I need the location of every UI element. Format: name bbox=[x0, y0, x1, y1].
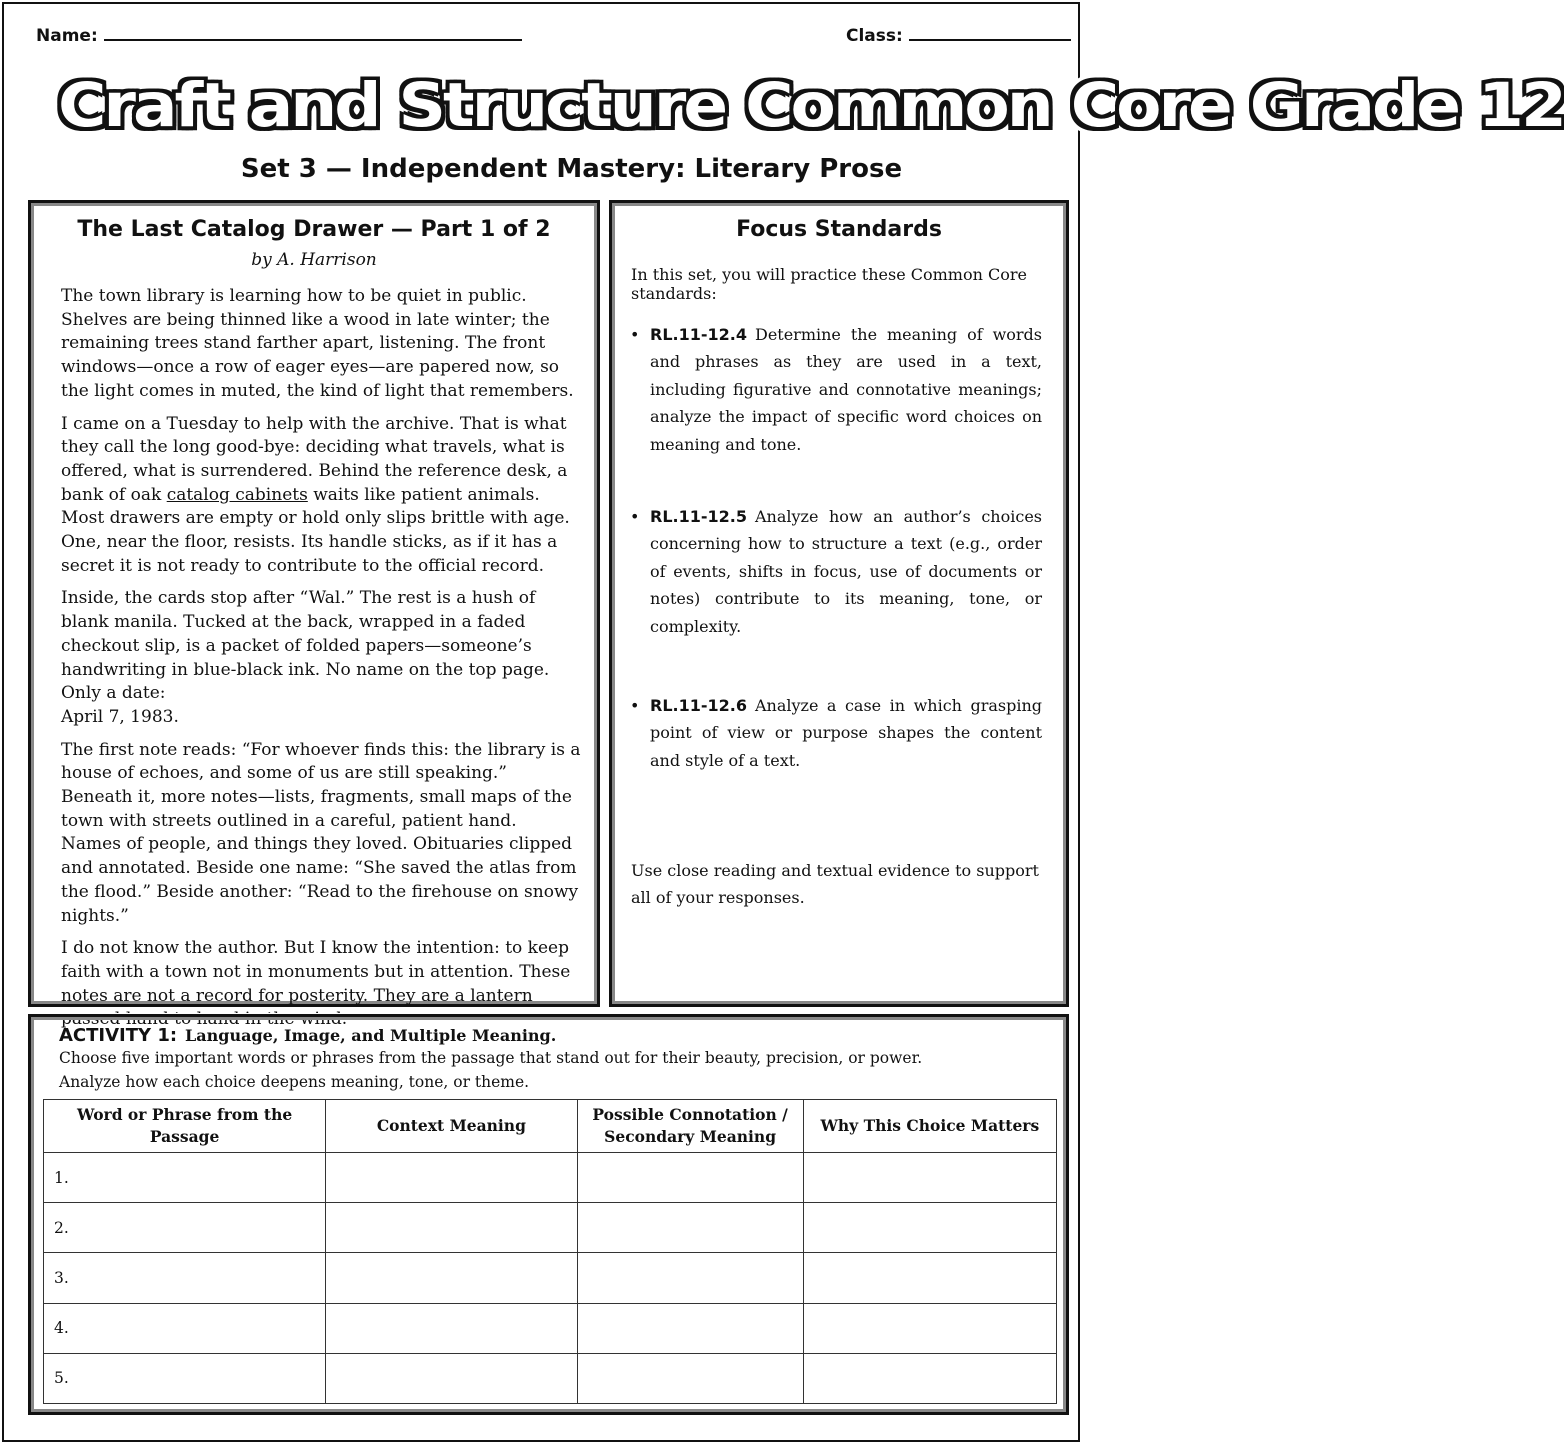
table-header-row bbox=[44, 1100, 1057, 1153]
name-field bbox=[36, 26, 522, 46]
passage-author: by A. Harrison bbox=[251, 250, 377, 270]
answer-cell[interactable] bbox=[326, 1353, 577, 1403]
answer-cell[interactable] bbox=[577, 1353, 803, 1403]
worksheet-banner-title: Craft and Structure Common Core Grade 12 bbox=[58, 70, 1564, 141]
standard-description: Analyze how an author’s choices concerning how to structure a text (e.g., order of events, shifts in focus, use of documents or notes) contribute to its meaning, tone, or complexity. bbox=[650, 507, 1042, 636]
activity-label: ACTIVITY 1: bbox=[59, 1025, 178, 1046]
passage-text: waits like patient animals. Most drawers are empty or hold only slips brittle with age. One, near the floor, resists. Its handle sticks, as if it has a secret it is not ready to contribute to the official record. bbox=[61, 484, 570, 576]
table-row bbox=[44, 1253, 1057, 1303]
row-number-cell[interactable]: 5. bbox=[44, 1353, 326, 1403]
column-header: Why This Choice Matters bbox=[803, 1100, 1056, 1153]
name-label: Name: bbox=[36, 26, 98, 46]
activity-instruction: Analyze how each choice deepens meaning, tone, or theme. bbox=[59, 1073, 530, 1091]
answer-cell[interactable] bbox=[803, 1153, 1056, 1203]
class-field bbox=[846, 26, 1071, 46]
table-row bbox=[44, 1153, 1057, 1203]
focus-standards-box bbox=[609, 200, 1069, 1007]
name-blank-line[interactable] bbox=[104, 39, 522, 41]
standard-item bbox=[630, 321, 1042, 458]
answer-cell[interactable] bbox=[326, 1153, 577, 1203]
bullet-icon: • bbox=[630, 325, 640, 344]
passage-paragraph: The town library is learning how to be quiet in public. Shelves are being thinned like a wood in late winter; the remaining trees stand farther apart, listening. The front windows—once a row of eager eyes—are papered now, so the light comes in muted, the kind of light that remembers. bbox=[61, 286, 574, 401]
standard-text bbox=[630, 692, 1042, 774]
set-subtitle: Set 3 — Independent Mastery: Literary Prose bbox=[240, 154, 903, 184]
activity-instruction: Choose five important words or phrases from the passage that stand out for their beauty, precision, or power. bbox=[59, 1049, 923, 1067]
answer-cell[interactable] bbox=[803, 1253, 1056, 1303]
standard-code: RL.11-12.6 bbox=[650, 696, 747, 715]
table-row bbox=[44, 1353, 1057, 1403]
activity-box bbox=[28, 1014, 1069, 1415]
answer-cell[interactable] bbox=[577, 1203, 803, 1253]
answer-cell[interactable] bbox=[326, 1253, 577, 1303]
passage-date: April 7, 1983. bbox=[61, 706, 179, 727]
bullet-icon: • bbox=[630, 507, 640, 526]
passage-box bbox=[28, 200, 600, 1030]
passage-paragraph: I do not know the author. But I know the intention: to keep faith with a town not in monuments but in attention. These notes are not a record for posterity. They are a lantern passed hand to hand in the wind. bbox=[61, 938, 571, 1030]
standard-code: RL.11-12.4 bbox=[650, 325, 747, 344]
passage-text: I came on a Tuesday to help with the archive. That is what they call the long good-bye: deciding what travels, what is offered, what is surrendered. Behind the reference desk, a bank of oak bbox=[61, 413, 568, 505]
row-number-cell[interactable]: 2. bbox=[44, 1203, 326, 1253]
standard-description: Determine the meaning of words and phrases as they are used in a text, including figurative and connotative meanings; analyze the impact of specific word choices on meaning and tone. bbox=[650, 325, 1042, 454]
class-label: Class: bbox=[846, 26, 903, 46]
answer-cell[interactable] bbox=[326, 1203, 577, 1253]
passage-text: Inside, the cards stop after “Wal.” The rest is a hush of blank manila. Tucked at the back, wrapped in a faded checkout slip, is a packet of folded papers—someone’s handwriting in blue-black ink. No name on the top page. Only a date: bbox=[61, 588, 550, 704]
column-header: Context Meaning bbox=[326, 1100, 577, 1153]
standard-text bbox=[630, 321, 1042, 458]
row-number-cell[interactable]: 1. bbox=[44, 1153, 326, 1203]
focus-intro: In this set, you will practice these Common Core standards: bbox=[631, 265, 1027, 303]
standard-code: RL.11-12.5 bbox=[650, 507, 747, 526]
answer-cell[interactable] bbox=[577, 1153, 803, 1203]
row-number-cell[interactable]: 4. bbox=[44, 1303, 326, 1353]
standard-description: Analyze a case in which grasping point of view or purpose shapes the content and style of a text. bbox=[650, 696, 1042, 770]
table-row bbox=[44, 1303, 1057, 1353]
row-number-cell[interactable]: 3. bbox=[44, 1253, 326, 1303]
focus-title: Focus Standards bbox=[736, 217, 942, 242]
answer-cell[interactable] bbox=[803, 1303, 1056, 1353]
answer-cell[interactable] bbox=[803, 1353, 1056, 1403]
standard-item bbox=[630, 692, 1042, 774]
answer-cell[interactable] bbox=[803, 1203, 1056, 1253]
activity-table bbox=[43, 1099, 1057, 1404]
passage-paragraph bbox=[61, 413, 581, 579]
answer-cell[interactable] bbox=[577, 1253, 803, 1303]
bullet-icon: • bbox=[630, 696, 640, 715]
activity-name: Language, Image, and Multiple Meaning. bbox=[185, 1026, 557, 1045]
passage-title: The Last Catalog Drawer — Part 1 of 2 bbox=[77, 217, 551, 242]
table-row bbox=[44, 1203, 1057, 1253]
passage-paragraph bbox=[61, 587, 581, 729]
column-header: Word or Phrase from the Passage bbox=[44, 1100, 326, 1153]
standard-item bbox=[630, 503, 1042, 640]
passage-body bbox=[61, 285, 581, 1041]
activity-heading bbox=[59, 1025, 556, 1046]
underlined-phrase: catalog cabinets bbox=[166, 484, 308, 505]
class-blank-line[interactable] bbox=[909, 39, 1071, 41]
answer-cell[interactable] bbox=[326, 1303, 577, 1353]
passage-paragraph: The first note reads: “For whoever finds this: the library is a house of echoes, and some of us are still speaking.” Beneath it, more notes—lists, fragments, small maps of the town with streets outlined in a careful, patient hand. Names of people, and things they loved. Obituaries clipped and annotated. Beside one name: “She saved the atlas from the flood.” Beside another: “Read to the firehouse on snowy nights.” bbox=[61, 739, 581, 926]
standard-text bbox=[630, 503, 1042, 640]
answer-cell[interactable] bbox=[577, 1303, 803, 1353]
column-header: Possible Connotation / Secondary Meaning bbox=[577, 1100, 803, 1153]
focus-closing: Use close reading and textual evidence to support all of your responses. bbox=[631, 861, 1039, 907]
